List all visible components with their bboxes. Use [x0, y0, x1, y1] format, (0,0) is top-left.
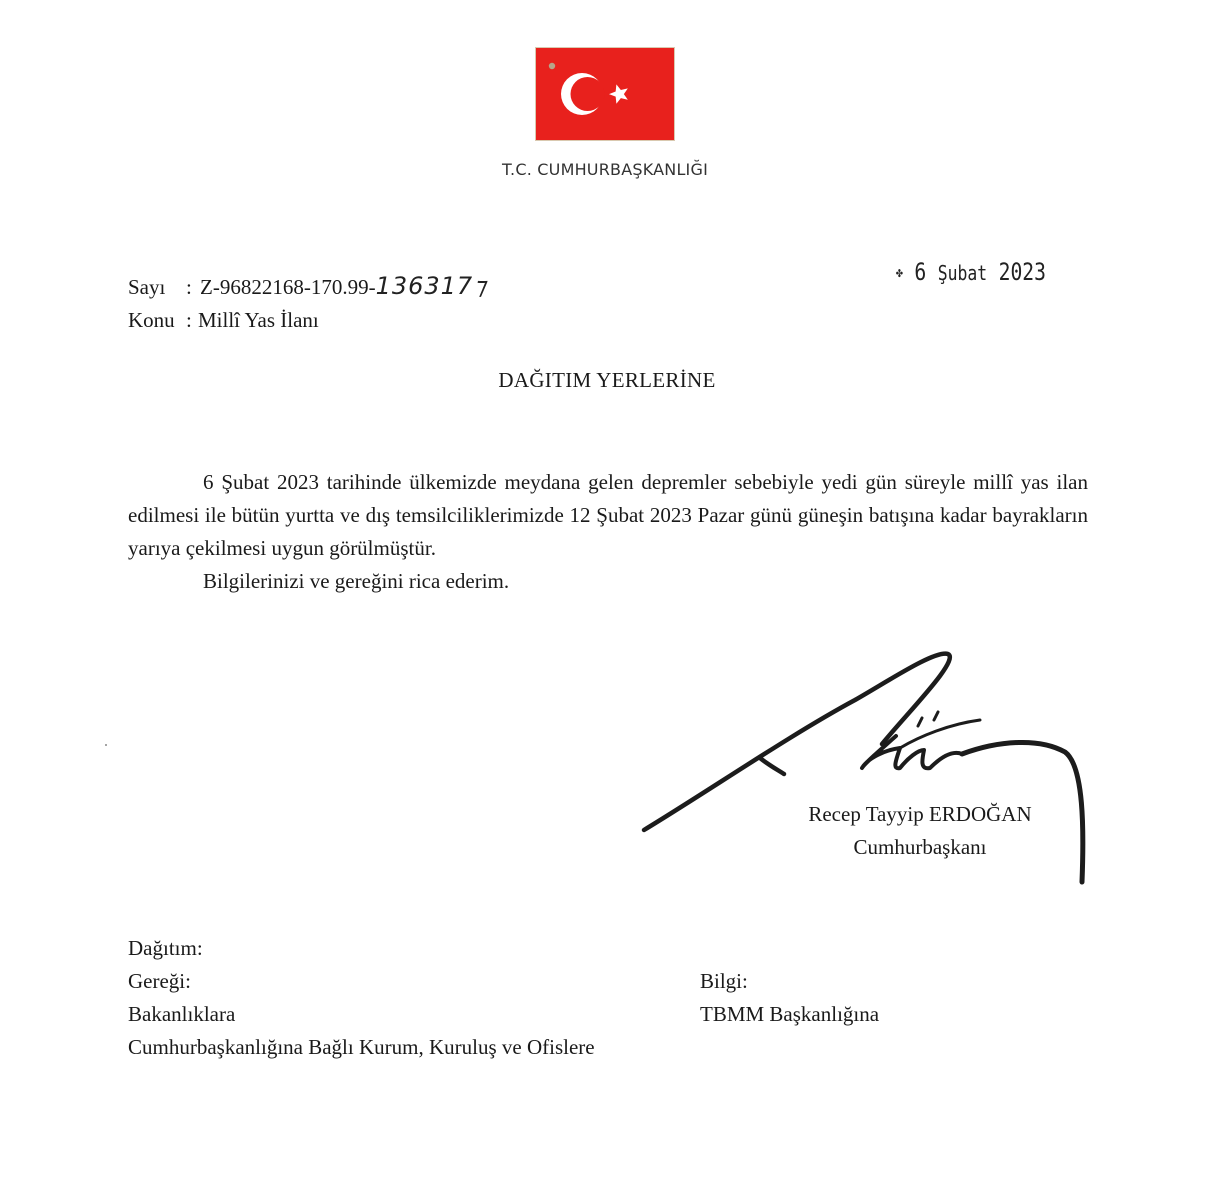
sayi-label: Sayı: [128, 275, 166, 299]
gereği-label: Gereği:: [128, 969, 191, 993]
body-paragraph-1: 6 Şubat 2023 tarihinde ülkemizde meydana gelen depremler sebebiyle yedi gün süreyle millî yas ilan edilmesi ile bütün yurtta ve dış temsilciliklerimizde 12 Şubat 2023 Pazar günü güneşin batışına kadar bayrakların yarıya çekilmesi uygun görülmüştür.: [128, 470, 1088, 560]
date-stamp: [896, 258, 1046, 286]
document-meta: [128, 270, 488, 337]
bilgi-label: Bilgi:: [700, 969, 748, 993]
distribution-heading: Dağıtım:: [128, 936, 203, 960]
body-paragraph-2: Bilgilerinizi ve gereğini rica ederim.: [203, 569, 510, 593]
sayi-value: Z-96822168-170.99-: [200, 275, 376, 299]
signer-title: Cumhurbaşkanı: [853, 835, 987, 859]
date-day: 6: [914, 258, 927, 286]
date-year: 2023: [998, 258, 1046, 286]
bilgi-block: [700, 965, 879, 1031]
bilgi-item: TBMM Başkanlığına: [700, 1002, 880, 1026]
gereği-item: Bakanlıklara: [128, 1002, 236, 1026]
addressee: DAĞITIM YERLERİNE: [498, 368, 716, 392]
signer-block: [700, 798, 1140, 864]
stamp-mark-icon: ✤: [896, 265, 903, 281]
konu-label: Konu: [128, 308, 175, 332]
turkish-flag-icon: [536, 48, 674, 140]
distribution-block: [128, 932, 618, 1064]
institution-name: T.C. CUMHURBAŞKANLIĞI: [501, 160, 708, 179]
letter-body: [128, 466, 1088, 598]
date-month: Şubat: [937, 261, 988, 285]
gereği-item: Cumhurbaşkanlığına Bağlı Kurum, Kuruluş ve Ofislere: [128, 1035, 595, 1059]
sayi-handwritten: 136317: [375, 272, 474, 300]
sayi-row: Sayı : Z-96822168-170.99-136317⁊: [128, 270, 488, 304]
konu-value: Millî Yas İlanı: [198, 308, 319, 332]
signer-name: Recep Tayyip ERDOĞAN: [808, 802, 1032, 826]
scan-speck: [105, 744, 107, 746]
konu-row: Konu : Millî Yas İlanı: [128, 304, 488, 337]
